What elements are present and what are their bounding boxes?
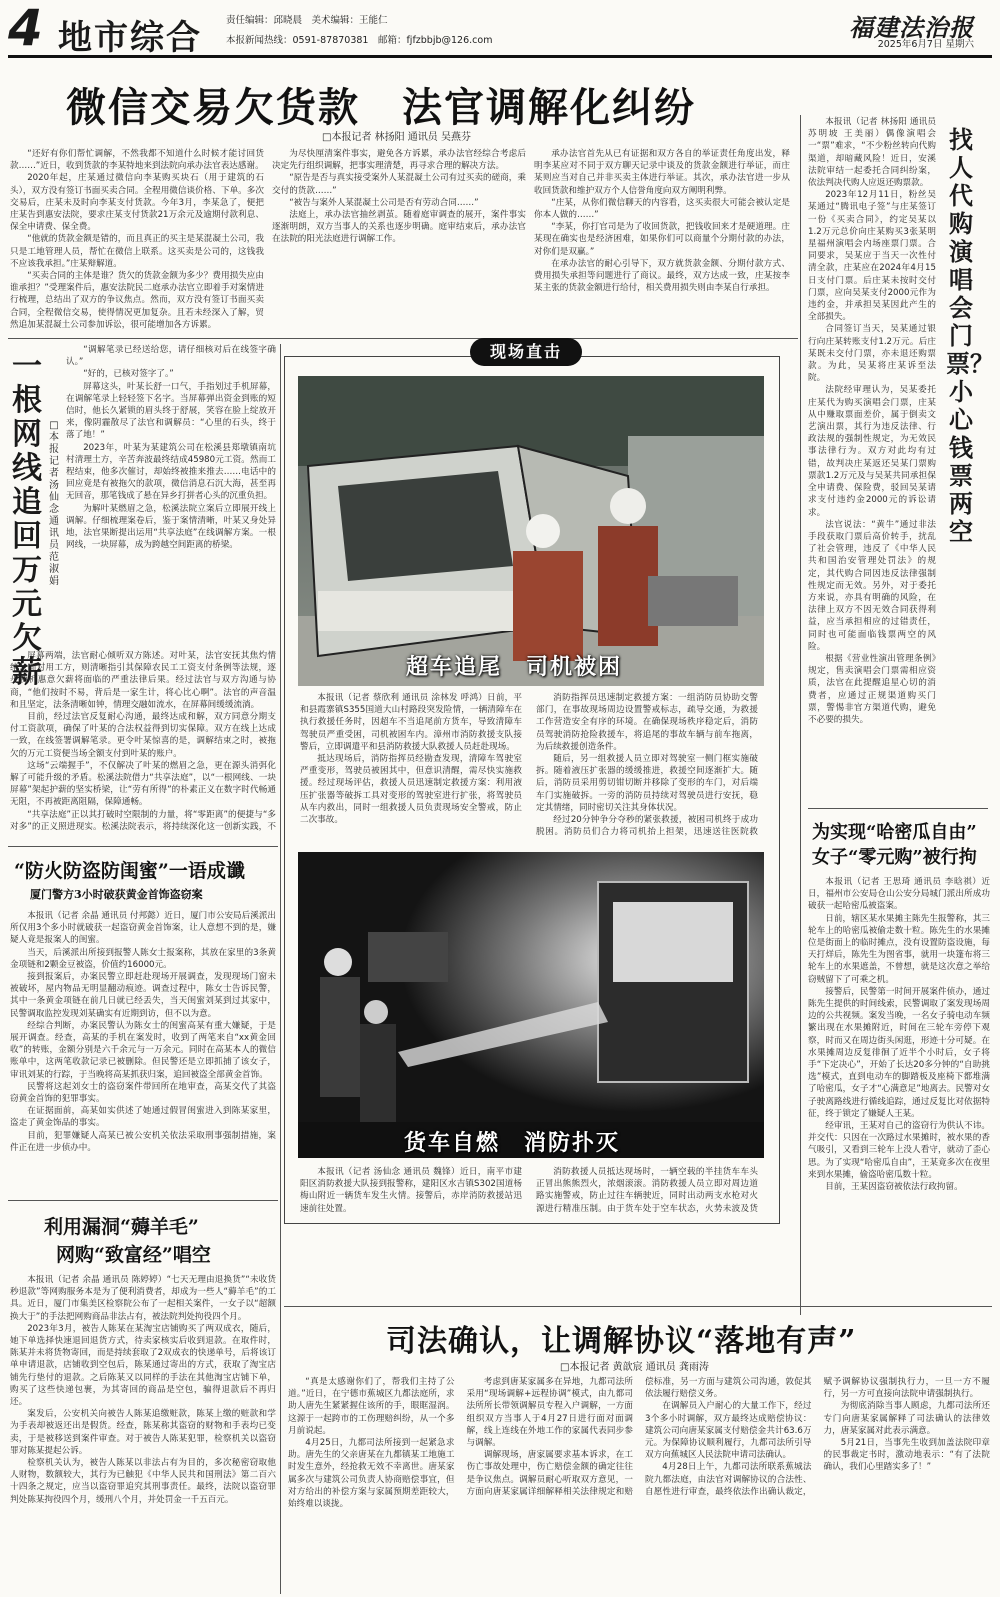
concert-body [808,116,936,762]
fire-prevention-paragraph: 目前，犯罪嫌疑人高某已被公安机关依法采取刑事强制措施，案件正在进一步侦办中。 [10,1130,276,1153]
wechat-column-2 [272,148,526,334]
truck-crash-body [300,692,758,842]
cable-paragraph: 这场“云端握手”，不仅解决了叶某的燃眉之急，更在源头消弭化解了可能升级的矛盾。松溪法院借力“共享法庭”，以“一根网线、一块屏幕”架起护薪的坚实桥梁，让“劳有所得”的朴素正义在数字时代畅通无阻，不再被距离阻隔，保障通畅。 [10,760,276,808]
wechat-column-3 [534,148,790,334]
wechat-paragraph: “被告与案外人某混凝土公司是否有劳动合同……” [289,197,479,208]
melon-paragraph: 日前，辖区某水果摊主陈先生报警称，其三轮车上的哈密瓜被偷走数十粒。陈先生的水果摊位是街面上的临时摊点，没有设置防盗设施，每天打烊后，陈先生为图省事，就用一块篷布将三轮车上的水果遮盖，不曾想，就是这次意之举给窃贼留下了可乘之机。 [808,913,990,985]
fire-prevention-paragraph: 接到报案后，办案民警立即赶赴现场开展调查，发现现场门窗未被破坏，屋内物品无明显翻动痕迹。调查过程中，陈女士告诉民警，其中一条黄金项链在前几日就已经丢失，当天闺蜜刘某到过其家中，民警调取监控发现刘某确实有近期到访，但不以为意。 [10,972,276,1019]
byline-wechat: □本报记者 林扬阳 通讯员 吴燕芬 [322,132,471,143]
truck-crash-paragraph: 经过20分钟争分夺秒的紧张救援，被困司机终于成功脱困。消防员们合力将司机抬上担架，迅速送往医院救 [536,815,758,838]
judicial-paragraph: 4月28日上午，九都司法所联系蕉城法院九都法庭，由法官对调解协议的合法性、自愿性进行审查，最终依法作出确认裁定，赋予调解协议强制执行力，一旦一方不履行，另一方可直接向法院申请强制执行。 [645,1377,990,1497]
section-divider [8,846,278,847]
wechat-paragraph: 法庭上，承办法官抽丝剥茧。随着庭审调查的展开，案件事实逐渐明朗，双方当事人的关系也逐步明确。庭审结束后，承办法官在法院的阳光法庭进行调解工作。 [272,210,526,245]
judicial-body [288,1376,990,1590]
wechat-paragraph: 承办法官首先从已有证据和双方各自的举证责任角度出发，释明李某应对不同于双方聊天记录中谈及的货款金额进行举证，而庄某则应当对自己并非买卖主体进行举证。其次，承办法官进一步从收回货款和维护双方个人信誉角度向双方阐明利弊。 [534,149,790,196]
live-report-badge: 现场直击 [470,338,582,366]
cable-body-bottom [10,650,276,832]
judicial-paragraph: “真是太感谢你们了，帮我们主持了公道。”近日，在宁德市蕉城区九都法庭所，求助人唐先生紧紧握住该所的手，眼眶湿润。这源于一起跨市的工伤理赔纠纷，从一个多月前说起。 [288,1377,455,1436]
headline-cable: 一根网线追回万元欠薪 [12,349,42,690]
section-divider [8,1200,278,1201]
fire-prevention-paragraph: 经综合判断，办案民警认为陈女士的闺蜜高某有重大嫌疑，于是展开调查。经查，高某的手机在案发时，收到了两笔来自“xx黄金回收”的转账，金额分别是六千余元与一万余元。同时在高某本人的微信账单中，这两笔收款记录已被删除。但民警还是立即抓捕了该女子，审讯刘某的行踪，于当晚将高某抓获归案，追回被盗全部黄金首饰。 [10,1020,276,1080]
truck-crash-caption: 超车追尾 司机被困 [406,655,623,680]
byline-judicial: □本报记者 黄歆宸 通讯员 龚雨涛 [560,1362,709,1373]
fire-prevention-paragraph: 在证据面前，高某如实供述了她通过假冒闺蜜进入到陈某家里，盗走了黄金饰品的事实。 [10,1106,276,1129]
masthead-rule [8,55,992,58]
page-number: 4 [8,0,43,57]
cable-paragraph: 屏幕两端，法官耐心倾听双方陈述。对叶某，法官安抚其焦灼情绪；面对用工方，则清晰指引其保障农民工工资支付条例等法规，逐步使析惠意欠薪将面临的严重法律后果。经过法官与双方沟通与协商，“他们按时不易，背后是一家生计，将心比心啊”。法官的声音温和且坚定，法条清晰如钟，情理交融如流水，在屏幕间缓缓流淌。 [10,651,276,710]
wool-paragraph: 检察机关认为，被告人陈某以非法占有为目的，多次秘密窃取他人财物，数额较大，其行为已触犯《中华人民共和国刑法》第二百六十四条之规定，应当以盗窃罪追究其刑事责任。最终，法院以盗窃罪判处陈某拘役四个月，缓刑八个月，并处罚金一千五百元。 [10,1458,276,1505]
cable-paragraph: 为解叶某燃眉之急，松溪法院立案后立即展开线上调解。仔细梳理案卷后，鉴于案情清晰，叶某又身处异地，法官果断提出运用“共享法庭”在线调解方案。一根网线，一块屏幕，成为跨越空间距离的桥梁。 [66,503,276,551]
concert-paragraph: 2023年12月11日，粉丝吴某通过“腾讯电子签”与庄某签订一份《买卖合同》，约定吴某以1.2万元总价向庄某购买3张某明星福州演唱会内场座票门票。合同要求，吴某应于当天一次性付清全款，庄某应在2024年4月15日支付门票。后庄某未按时交付门票，应向吴某支付2000元作为违约金，并承担吴某因此产生的全部损失。 [808,190,936,323]
cable-paragraph: “调解笔录已经送给您，请仔细核对后在线签字确认。” [66,345,276,368]
editors-credit: 责任编辑：邱晓晨 美术编辑：王能仁 [226,15,388,26]
fire-prevention-paragraph: 本报讯（记者 余晶 通讯员 付邦懿）近日，厦门市公安局后溪派出所仅用3个多小时就破获一起盗窃黄金首饰案，让人意想不到的是，嫌疑人竟是报案人的闺蜜。 [10,911,276,946]
truck-fire-paragraph: 消防救援人员抵达现场时，一辆空载的半挂货车车头正冒出熊熊烈火，浓烟滚滚。消防救援人员立即对周边道路实施警戒，防止过往车辆驶近，同时出动两支水枪对火源进行精准压制。由于货车处于空车状态，火势未波及货 [536,1167,758,1214]
section-divider [808,808,988,809]
concert-paragraph: 法官说法：“黄牛”通过非法手段获取门票后高价转手，扰乱了社会管理，违反了《中华人民共和国治安管理处罚法》的规定，其代购合同因违反法律强制性规定而无效。另外，对于委托方来说，亦具有明确的风险，在法律上双方不因无效合同获得利益，应当承担相应的过错责任，同时也可能面临钱票两空的风险。 [808,519,936,652]
truck-crash-paragraph: 消防指挥员迅速制定救援方案：一组消防员协助交警部门，在事故现场周边设置警戒标志，疏导交通，为救援工作营造安全有序的环境。在确保现场秩序稳定后，消防员驾驶消防抢险救援车，将追尾的事故车辆与前车拖离，为后续救援创造条件。 [536,693,758,752]
concert-paragraph: 合同签订当天，吴某通过银行向庄某转账支付1.2万元。后庄某既未交付门票，亦未退还购票款。为此，吴某将庄某诉至法院。 [808,324,936,384]
wool-paragraph: 本报讯（记者 余晶 通讯员 陈婷婷）“七天无理由退换货”“未收货秒退款”等网购服务本是为了便利消费者，却成为一些人“薅羊毛”的工具。近日，厦门市集美区检察院公布了一起相关案件，一女子以“超额换大于”的手法把网购商品非法占有，被法院判处拘役四个月。 [10,1275,276,1322]
wool-paragraph: 2023年3月，被告人陈某在某淘宝店铺购买了两双成衣，随后，她下单选择快速退回退货方式，待卖家核实后收到退款。在取件时，陈某并未将货物寄回，而是持续套取了2双成衣的快递单号，后将该订单申请退款，店铺收到空包后，陈某通过寄出的方式，获取了淘宝店铺先行垫付的退款。之后陈某又以同样的手法在其他淘宝店铺下单，购买了这些快递包裹，为其寄回的商品是空包，骗得退款后不再归还。 [10,1323,276,1408]
byline-cable: □本报记者 汤仙念 通讯员 范淑娟 [49,420,59,587]
judicial-paragraph: 考虑到唐某家属多在异地，九都司法所采用“现场调解+远程协调”模式，由九都司法所所长带领调解员专程入户调解，一方面组织双方当事人于4月27日进行面对面调解，线上连线在外地工作的家属代表同步参与调解。 [466,1377,633,1449]
wool-body [10,1274,276,1590]
judicial-paragraph: 4月25日，九都司法所接到一起紧急求助。唐先生的父亲唐某在九都镇某工地施工时发生意外，经抢救无效不幸离世。唐某家属多次与建筑公司负责人协商赔偿事宜，但对方给出的补偿方案与家属预期差距较大，始终难以谈拢。 [288,1438,455,1510]
cable-paragraph: “共享法庭”正以其打破时空限制的力量，将“零距离”的便捷与“多对多”的正义照进现实。松溪法院表示，将持续深化这一创新实践，不 [10,809,276,832]
truck-fire-paragraph: 本报讯（记者 汤仙念 通讯员 魏锋）近日，南平市建阳区消防救援大队接到报警称，建阳区水吉镇S302国道杨梅山附近一辆货车发生火情。接警后，赤岸消防救援站迅速前往处置。 [300,1167,522,1214]
melon-paragraph: 接警后，民警第一时间开展案件侦办，通过陈先生提供的时间线索，民警调取了案发现场周边的公共视频。案发当晚，一名女子骑电动车频繁出现在水果摊附近，时间在三轮车旁停下观察，时而又在周边街头闲逛，形迹十分可疑。在水果摊周边反复徘徊了近半个小时后，女子将手“下定决心”，开始了长达20多分钟的“自助挑选”模式，直到电动车的脚踏板及座椅下都堆满了哈密瓜，女子才“心满意足”地离去。民警对女子驶离路线进行循线追踪，通过反复比对依据特征，终于锁定了嫌疑人王某。 [808,986,990,1119]
fire-prevention-body [10,910,276,1190]
truck-crash-paragraph: 随后，另一组救援人员立即对驾驶室一侧门框实施破拆。随着液压扩张器的缓缓推进，救援空间逐渐扩大。随后，消防员采用剪切钳切断并移除了变形的车门，对后端车门实施破拆。一旁的消防员持续对驾驶员进行安抚，稳定其情绪，同时密切关注其身体状况。 [536,754,758,813]
wechat-paragraph: “还好有你们帮忙调解，不然我都不知道什么时候才能讨回货款……”近日，收到货款的李某特地来到法院向承办法官表达感谢。 [10,149,264,172]
truck-fire-body [300,1166,758,1216]
melon-paragraph: 经审讯，王某对自己的盗窃行为供认不讳。并交代：只因在一次路过水果摊时，被水果的香气吸引，又看到三轮车上没人看守，就动了歪心思。为了实现“哈密瓜自由”，王某竟多次在夜里来到水果摊，偷盗哈密瓜数十粒。 [808,1121,990,1180]
wechat-paragraph: 为尽快厘清案件事实，避免各方诉累，承办法官经综合考虑后决定先行组织调解，把事实理清楚，再寻求合理的解决方法。 [272,149,526,172]
headline-melon-2: 女子“零元购”被行拘 [812,847,977,868]
column-divider [280,344,281,1594]
fire-prevention-paragraph: 当天，后溪派出所接到报警人陈女士报案称，其放在家里的3条黄金项链和2颗金豆被盗，价值约16000元。 [10,947,276,970]
cable-paragraph: 2023年，叶某为某建筑公司在松溪县郑墩镇南坑村清理土方，辛苦奔波最终结成45980元工资。然而工程结束，他多次催讨，却始终被推来推去……电话中的回应竟是有被拖欠的款项，微信消息石沉大海，甚至再无回音，那笔钱成了悬在异乡打拼者心头的沉重负担。 [66,442,276,502]
headline-fire-prevention: “防火防盗防闺蜜”一语成谶 [14,860,245,882]
judicial-paragraph: 为彻底消除当事人顾虑，九都司法所还专门向唐某家属解释了司法确认的法律效力，唐某家属对此表示满意。 [823,1401,990,1436]
section-divider [284,1306,992,1307]
wechat-paragraph: 2020年起，庄某通过微信向李某购买块石（用于建筑的石头），双方没有签订书面买卖合同。全程用微信谈价格、下单。多次交易后，庄某未及时向李某支付货款。今年3月，李某急了，便把庄某告到惠安法院，要求庄某支付货款21万余元及逾期付款利息、保全申请费、保全费。 [10,173,264,233]
headline-concert: 找人代购演唱会门票？小心钱票两空 [946,125,994,546]
headline-wool-2: 网购“致富经”唱空 [56,1244,211,1266]
newspaper-logo: 福建法治报 [849,13,974,42]
wechat-column-1 [10,148,264,334]
wechat-paragraph: “他就的货款金额是错的，而且真正的买主是某混凝土公司，我只是工地管理人员，帮忙在微信上联系。这买卖是公司的，这钱我不应该我承担。”庄某辩解道。 [10,234,264,269]
cable-paragraph: “好的，已核对签字了。” [83,369,174,380]
truck-crash-paragraph: 本报讯（记者 蔡欣利 通讯员 涂林发 呼鸿）日前，平和县霞寨镇S355国道大山村路段突发险情，一辆清障车在执行救援任务时，因超车不当追尾前方货车，导致清障车驾驶员严重受困，司机被困车内。漳州市消防救援支队接警后，立即调遣平和县消防救援大队救援人员赶赴现场。 [300,693,522,752]
wechat-paragraph: 在承办法官的耐心引导下，双方就货款金额、分期付款方式、费用损失承担等问题进行了商议。最终，双方达成一致，庄某按李某主张的货款金额进行给付，相关费用损失则由李某自行承担。 [534,258,790,294]
truck-crash-photo [298,376,764,686]
headline-judicial: 司法确认，让调解协议“落地有声” [386,1324,857,1359]
judicial-paragraph: 在调解员入户耐心的大量工作下，经过3个多小时调解，双方最终达成赔偿协议：建筑公司向唐某家属支付赔偿金共计63.6万元。为保障协议顺利履行，九都司法所引导双方向蕉城区人民法院申请司法确认。 [645,1401,812,1461]
cable-paragraph: 屏幕这头，叶某长舒一口气，手指划过手机屏幕，在调解笔录上轻轻签下名字。当屏幕弹出资金到账的短信时，他长久紧锁的眉头终于舒展，笑容在脸上绽放开来，像阴霾散尽了法官和调解员：“心里的石头，终于落了地！” [66,381,276,441]
section-divider [8,338,798,339]
wool-paragraph: 案发后，公安机关向被告人陈某追缴赃款，陈某上缴的赃款和学为手表却被返还出是假货。经查，陈某称其盗窃的财物和手表均已变卖，于是被移送到案件审查。对于被告人陈某犯罪，检察机关以盗窃罪对陈某提起公诉。 [10,1409,276,1456]
concert-paragraph: 根据《营业性演出管理条例》规定，售卖演唱会门票需相应资质，法官在此提醒追星心切的消费者，应通过正规渠道购买门票，警惕非官方渠道代购，避免不必要的损失。 [808,653,936,725]
issue-date: 2025年6月7日 星期六 [877,39,974,50]
cable-paragraph: 目前，经过法官反复耐心沟通，最终达成和解，双方同意分期支付工资款项，确保了叶某的合法权益得到切实保障。双方在线上达成一致，在线签署调解笔录。更令叶某惊喜的是，调解结束之时，被拖欠的万元工资便当场全额支付到叶某的账户。 [10,712,276,759]
headline-wool-1: 利用漏洞“薅羊毛” [44,1216,199,1238]
wechat-paragraph: “庄某，从你们微信聊天的内容看，这买卖很大可能会被认定是你本人做的……” [534,197,790,221]
headline-wechat: 微信交易欠货款 法官调解化纠纷 [66,84,696,131]
concert-paragraph: 本报讯（记者 林扬阳 通讯员 苏明坡 王美丽）偶像演唱会一“票”难求，“不少粉丝转向代购渠道，却暗藏风险！近日，安溪法院审结一起委托合同纠纷案，依法判决代购人应返还购票款。 [808,117,936,189]
cable-body-top [66,344,276,644]
melon-paragraph: 目前，王某因盗窃被依法行政拘留。 [825,1182,963,1193]
concert-paragraph: 法院经审理认为，吴某委托庄某代为购买演唱会门票，庄某从中赚取票面差价，属于倒卖文艺演出票，其行为违反法律、行政法规的强制性规定，为无效民事法律行为。双方对此均有过错，故判决庄某返还吴某门票购票款1.2万元及与吴某共同承担保全申请费、保险费，驳回吴某请求支付违约金2000元的诉讼请求。 [808,385,936,518]
subhead-fire-prevention: 厦门警方3小时破获黄金首饰盗窃案 [30,888,203,901]
news-hotline: 本报新闻热线：0591-87870381 邮箱：fjfzbbjb@126.com [226,35,493,46]
fire-prevention-paragraph: 民警将这起刘女士的盗窃案件带回所在地审查，高某交代了其盗窃黄金首饰的犯罪事实。 [10,1081,276,1105]
truck-fire-caption: 货车自燃 消防扑灭 [404,1131,621,1156]
melon-paragraph: 本报讯（记者 王思琦 通讯员 李晗祺）近日，福州市公安局仓山公安分局城门派出所成功破获一起哈密瓜被盗案。 [808,877,990,912]
truck-crash-paragraph: 抵达现场后，消防指挥员经勘查发现，清障车驾驶室严重变形，驾驶员被困其中，但意识清醒，需尽快实施救援。经过现场评估，救援人员迅速制定救援方案：利用液压扩张器等破拆工具对变形的驾驶室进行扩张，将驾驶员从车内救出，同时一组救援人员负责现场安全警戒，防止二次事故。 [300,754,522,826]
wechat-paragraph: “李某，你打官司是为了收回货款，把钱收回来才是硬道理。庄某现在确实也是经济困难，如果你们可以商量个分期付款的办法，对你们是双赢。” [534,222,790,257]
wechat-paragraph: “原告是否与真实接受案外人某混凝土公司有过买卖的磋商，乘交付的货款……” [272,173,526,196]
column-divider [800,115,801,1315]
melon-body [808,876,990,1316]
judicial-paragraph: 调解现场，唐家属要求基本诉求，在工伤亡事故处理中，伤亡赔偿金额的确定往往是争议焦点。调解员耐心听取双方意见，一方面向唐某家属详细解释相关法律规定和赔偿标准，另一方面与建筑公司沟通，敦促其依法履行赔偿义务。 [466,1377,812,1497]
headline-melon-1: 为实现“哈密瓜自由” [812,822,977,843]
judicial-paragraph: 5月21日，当事先生收到加盖法院印章的民事裁定书时，激动地表示：“有了法院确认，我们心里踏实多了！” [823,1438,990,1473]
section-title: 地市综合 [58,18,202,58]
wechat-paragraph: “买卖合同的主体是谁？货欠的货款金额为多少？费用损失应由谁承担？”受理案件后，惠安法院民二庭承办法官立即着手对案情进行梳理，总结出了双方的争议焦点。然而，双方没有签订书面买卖合同，全程微信交易，使得情况更加复杂。且若未经深入了解，贸然追加某混凝土公司参加诉讼，很可能增加各方诉累。 [10,271,264,330]
truck-fire-photo [298,852,764,1158]
